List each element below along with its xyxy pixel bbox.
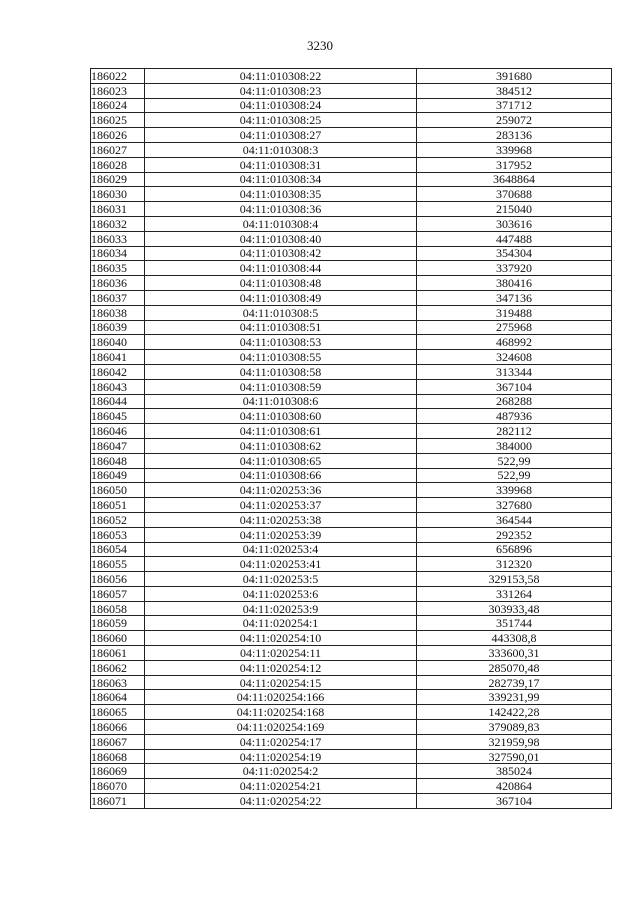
row-number-cell: 186038 — [91, 305, 145, 320]
cadastral-value-cell: 259072 — [417, 113, 612, 128]
cadastral-number-cell: 04:11:010308:40 — [145, 231, 417, 246]
cadastral-number-cell: 04:11:010308:65 — [145, 453, 417, 468]
cadastral-number-cell: 04:11:010308:36 — [145, 202, 417, 217]
cadastral-number-cell: 04:11:020254:169 — [145, 720, 417, 735]
cadastral-value-cell: 380416 — [417, 276, 612, 291]
cadastral-number-cell: 04:11:010308:27 — [145, 128, 417, 143]
cadastral-value-cell: 379089,83 — [417, 720, 612, 735]
table-row — [91, 261, 612, 276]
table-row — [91, 557, 612, 572]
row-number-cell: 186061 — [91, 646, 145, 661]
cadastral-value-cell: 275968 — [417, 320, 612, 335]
cadastral-number-cell: 04:11:010308:53 — [145, 335, 417, 350]
cadastral-value-cell: 487936 — [417, 409, 612, 424]
cadastral-value-cell: 384000 — [417, 438, 612, 453]
table-row — [91, 424, 612, 439]
cadastral-value-cell: 420864 — [417, 779, 612, 794]
row-number-cell: 186053 — [91, 527, 145, 542]
cadastral-value-cell: 364544 — [417, 512, 612, 527]
cadastral-value-cell: 384512 — [417, 83, 612, 98]
cadastral-number-cell: 04:11:010308:4 — [145, 216, 417, 231]
cadastral-number-cell: 04:11:020253:38 — [145, 512, 417, 527]
cadastral-number-cell: 04:11:020254:17 — [145, 734, 417, 749]
table-row — [91, 438, 612, 453]
cadastral-number-cell: 04:11:020254:22 — [145, 794, 417, 809]
table-row — [91, 483, 612, 498]
row-number-cell: 186023 — [91, 83, 145, 98]
cadastral-number-cell: 04:11:010308:60 — [145, 409, 417, 424]
table-row — [91, 187, 612, 202]
row-number-cell: 186048 — [91, 453, 145, 468]
cadastral-value-cell: 319488 — [417, 305, 612, 320]
row-number-cell: 186022 — [91, 69, 145, 84]
table-row — [91, 720, 612, 735]
cadastral-number-cell: 04:11:020253:9 — [145, 601, 417, 616]
row-number-cell: 186062 — [91, 660, 145, 675]
table-row — [91, 290, 612, 305]
table-body — [91, 69, 612, 809]
table-row — [91, 572, 612, 587]
table-row — [91, 335, 612, 350]
table-row — [91, 794, 612, 809]
table-row — [91, 202, 612, 217]
cadastral-number-cell: 04:11:020253:4 — [145, 542, 417, 557]
row-number-cell: 186042 — [91, 364, 145, 379]
cadastral-value-cell: 443308,8 — [417, 631, 612, 646]
table-row — [91, 276, 612, 291]
cadastral-number-cell: 04:11:020253:6 — [145, 586, 417, 601]
cadastral-value-cell: 312320 — [417, 557, 612, 572]
cadastral-number-cell: 04:11:020253:36 — [145, 483, 417, 498]
cadastral-number-cell: 04:11:020253:37 — [145, 498, 417, 513]
cadastral-value-cell: 656896 — [417, 542, 612, 557]
row-number-cell: 186037 — [91, 290, 145, 305]
table-row — [91, 305, 612, 320]
cadastral-value-cell: 333600,31 — [417, 646, 612, 661]
table-row — [91, 113, 612, 128]
cadastral-value-cell: 339231,99 — [417, 690, 612, 705]
cadastral-number-cell: 04:11:010308:62 — [145, 438, 417, 453]
row-number-cell: 186051 — [91, 498, 145, 513]
cadastral-number-cell: 04:11:010308:66 — [145, 468, 417, 483]
table-row — [91, 690, 612, 705]
row-number-cell: 186033 — [91, 231, 145, 246]
row-number-cell: 186026 — [91, 128, 145, 143]
table-row — [91, 705, 612, 720]
cadastral-number-cell: 04:11:020254:19 — [145, 749, 417, 764]
row-number-cell: 186036 — [91, 276, 145, 291]
row-number-cell: 186046 — [91, 424, 145, 439]
cadastral-value-table — [90, 68, 612, 809]
row-number-cell: 186044 — [91, 394, 145, 409]
row-number-cell: 186031 — [91, 202, 145, 217]
cadastral-value-cell: 327680 — [417, 498, 612, 513]
cadastral-value-cell: 282112 — [417, 424, 612, 439]
cadastral-number-cell: 04:11:020254:12 — [145, 660, 417, 675]
row-number-cell: 186030 — [91, 187, 145, 202]
cadastral-value-cell: 447488 — [417, 231, 612, 246]
cadastral-number-cell: 04:11:020253:41 — [145, 557, 417, 572]
row-number-cell: 186057 — [91, 586, 145, 601]
table-row — [91, 542, 612, 557]
row-number-cell: 186069 — [91, 764, 145, 779]
row-number-cell: 186054 — [91, 542, 145, 557]
table-row — [91, 157, 612, 172]
cadastral-value-cell: 370688 — [417, 187, 612, 202]
cadastral-value-cell: 303933,48 — [417, 601, 612, 616]
cadastral-value-cell: 215040 — [417, 202, 612, 217]
cadastral-value-cell: 321959,98 — [417, 734, 612, 749]
cadastral-value-cell: 324608 — [417, 350, 612, 365]
cadastral-number-cell: 04:11:010308:5 — [145, 305, 417, 320]
table-row — [91, 616, 612, 631]
cadastral-number-cell: 04:11:010308:23 — [145, 83, 417, 98]
cadastral-number-cell: 04:11:010308:6 — [145, 394, 417, 409]
cadastral-number-cell: 04:11:020253:39 — [145, 527, 417, 542]
cadastral-value-cell: 371712 — [417, 98, 612, 113]
row-number-cell: 186049 — [91, 468, 145, 483]
cadastral-value-cell: 468992 — [417, 335, 612, 350]
table-row — [91, 364, 612, 379]
row-number-cell: 186034 — [91, 246, 145, 261]
row-number-cell: 186032 — [91, 216, 145, 231]
cadastral-number-cell: 04:11:010308:49 — [145, 290, 417, 305]
cadastral-number-cell: 04:11:010308:25 — [145, 113, 417, 128]
table-row — [91, 779, 612, 794]
cadastral-number-cell: 04:11:020254:21 — [145, 779, 417, 794]
cadastral-number-cell: 04:11:020254:10 — [145, 631, 417, 646]
cadastral-value-cell: 367104 — [417, 794, 612, 809]
table-row — [91, 98, 612, 113]
table-row — [91, 350, 612, 365]
row-number-cell: 186035 — [91, 261, 145, 276]
table-row — [91, 586, 612, 601]
cadastral-number-cell: 04:11:020254:2 — [145, 764, 417, 779]
cadastral-value-cell: 268288 — [417, 394, 612, 409]
cadastral-number-cell: 04:11:010308:42 — [145, 246, 417, 261]
row-number-cell: 186027 — [91, 142, 145, 157]
cadastral-value-cell: 329153,58 — [417, 572, 612, 587]
table-row — [91, 498, 612, 513]
row-number-cell: 186068 — [91, 749, 145, 764]
table-row — [91, 631, 612, 646]
table-row — [91, 764, 612, 779]
table-row — [91, 216, 612, 231]
cadastral-number-cell: 04:11:010308:61 — [145, 424, 417, 439]
table-row — [91, 512, 612, 527]
row-number-cell: 186045 — [91, 409, 145, 424]
row-number-cell: 186071 — [91, 794, 145, 809]
cadastral-value-cell: 339968 — [417, 142, 612, 157]
row-number-cell: 186025 — [91, 113, 145, 128]
cadastral-number-cell: 04:11:010308:35 — [145, 187, 417, 202]
row-number-cell: 186040 — [91, 335, 145, 350]
cadastral-number-cell: 04:11:010308:34 — [145, 172, 417, 187]
cadastral-value-cell: 385024 — [417, 764, 612, 779]
row-number-cell: 186055 — [91, 557, 145, 572]
cadastral-number-cell: 04:11:020253:5 — [145, 572, 417, 587]
table-row — [91, 675, 612, 690]
cadastral-value-cell: 337920 — [417, 261, 612, 276]
table-row — [91, 142, 612, 157]
row-number-cell: 186065 — [91, 705, 145, 720]
cadastral-number-cell: 04:11:010308:51 — [145, 320, 417, 335]
table-row — [91, 246, 612, 261]
page-number: 3230 — [307, 38, 333, 53]
cadastral-number-cell: 04:11:020254:15 — [145, 675, 417, 690]
cadastral-value-cell: 285070,48 — [417, 660, 612, 675]
cadastral-number-cell: 04:11:010308:22 — [145, 69, 417, 84]
cadastral-value-cell: 331264 — [417, 586, 612, 601]
cadastral-value-cell: 282739,17 — [417, 675, 612, 690]
row-number-cell: 186059 — [91, 616, 145, 631]
table-row — [91, 646, 612, 661]
cadastral-value-cell: 347136 — [417, 290, 612, 305]
table-row — [91, 83, 612, 98]
table-row — [91, 69, 612, 84]
cadastral-number-cell: 04:11:020254:168 — [145, 705, 417, 720]
cadastral-value-cell: 303616 — [417, 216, 612, 231]
table-row — [91, 409, 612, 424]
cadastral-value-cell: 339968 — [417, 483, 612, 498]
cadastral-value-cell: 327590,01 — [417, 749, 612, 764]
row-number-cell: 186050 — [91, 483, 145, 498]
cadastral-value-cell: 351744 — [417, 616, 612, 631]
table-row — [91, 601, 612, 616]
row-number-cell: 186039 — [91, 320, 145, 335]
cadastral-number-cell: 04:11:010308:24 — [145, 98, 417, 113]
row-number-cell: 186056 — [91, 572, 145, 587]
row-number-cell: 186066 — [91, 720, 145, 735]
cadastral-number-cell: 04:11:020254:166 — [145, 690, 417, 705]
row-number-cell: 186063 — [91, 675, 145, 690]
table-row — [91, 172, 612, 187]
row-number-cell: 186043 — [91, 379, 145, 394]
cadastral-value-cell: 317952 — [417, 157, 612, 172]
cadastral-value-cell: 522,99 — [417, 453, 612, 468]
row-number-cell: 186047 — [91, 438, 145, 453]
table-row — [91, 320, 612, 335]
table-row — [91, 660, 612, 675]
row-number-cell: 186029 — [91, 172, 145, 187]
table-row — [91, 468, 612, 483]
cadastral-value-cell: 283136 — [417, 128, 612, 143]
cadastral-value-cell: 142422,28 — [417, 705, 612, 720]
cadastral-number-cell: 04:11:020254:1 — [145, 616, 417, 631]
table-row — [91, 453, 612, 468]
cadastral-value-cell: 292352 — [417, 527, 612, 542]
row-number-cell: 186024 — [91, 98, 145, 113]
cadastral-value-cell: 391680 — [417, 69, 612, 84]
row-number-cell: 186058 — [91, 601, 145, 616]
cadastral-number-cell: 04:11:010308:55 — [145, 350, 417, 365]
cadastral-value-cell: 3648864 — [417, 172, 612, 187]
table-row — [91, 231, 612, 246]
row-number-cell: 186060 — [91, 631, 145, 646]
cadastral-number-cell: 04:11:020254:11 — [145, 646, 417, 661]
table-row — [91, 734, 612, 749]
cadastral-value-cell: 313344 — [417, 364, 612, 379]
row-number-cell: 186067 — [91, 734, 145, 749]
cadastral-number-cell: 04:11:010308:59 — [145, 379, 417, 394]
table-row — [91, 394, 612, 409]
row-number-cell: 186041 — [91, 350, 145, 365]
row-number-cell: 186070 — [91, 779, 145, 794]
cadastral-value-cell: 367104 — [417, 379, 612, 394]
row-number-cell: 186028 — [91, 157, 145, 172]
table-row — [91, 749, 612, 764]
cadastral-value-cell: 522,99 — [417, 468, 612, 483]
table-row — [91, 128, 612, 143]
table-row — [91, 379, 612, 394]
cadastral-number-cell: 04:11:010308:44 — [145, 261, 417, 276]
cadastral-number-cell: 04:11:010308:58 — [145, 364, 417, 379]
table-row — [91, 527, 612, 542]
row-number-cell: 186052 — [91, 512, 145, 527]
cadastral-number-cell: 04:11:010308:48 — [145, 276, 417, 291]
row-number-cell: 186064 — [91, 690, 145, 705]
cadastral-number-cell: 04:11:010308:31 — [145, 157, 417, 172]
cadastral-number-cell: 04:11:010308:3 — [145, 142, 417, 157]
cadastral-value-cell: 354304 — [417, 246, 612, 261]
